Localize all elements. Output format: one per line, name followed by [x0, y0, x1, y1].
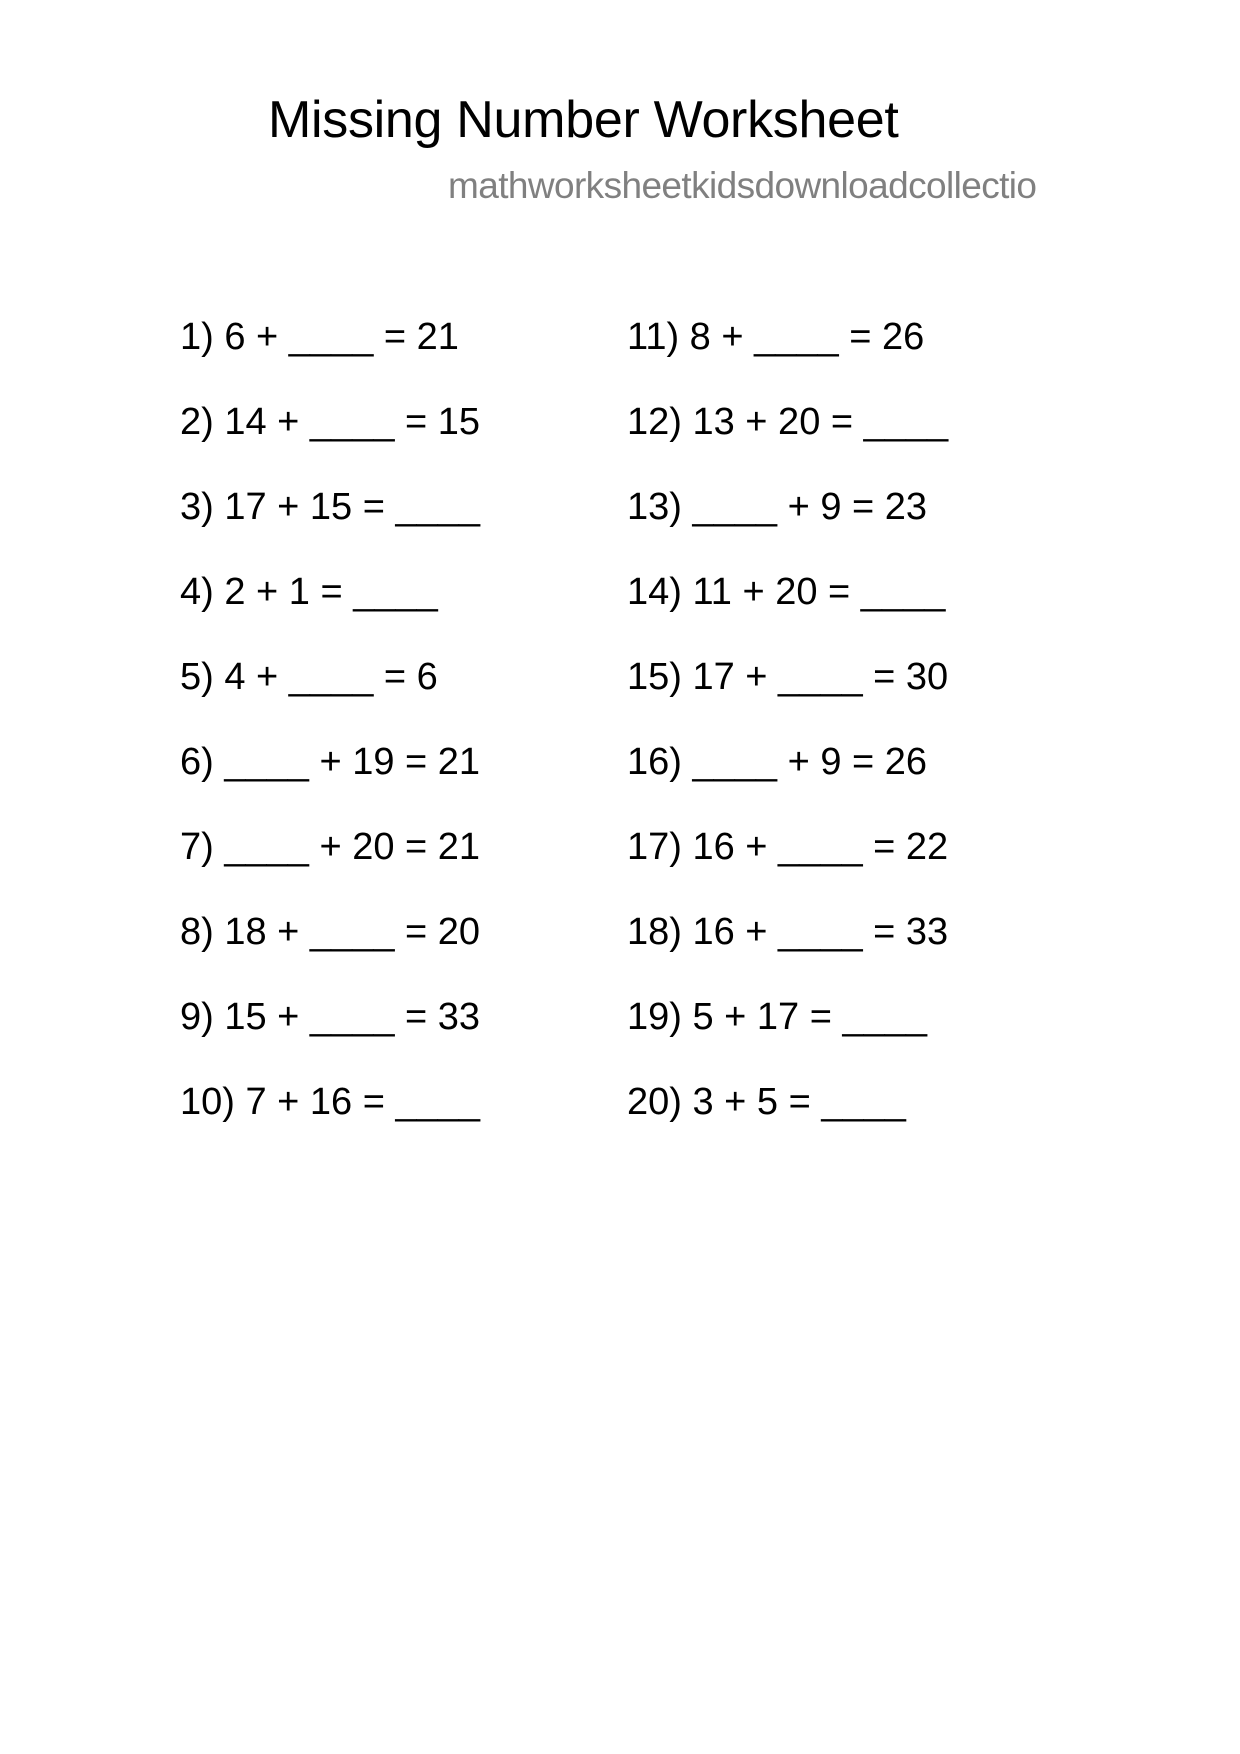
problem-14: 14) 11 + 20 = ____ — [627, 571, 946, 613]
problem-20: 20) 3 + 5 = ____ — [627, 1081, 906, 1123]
problem-3: 3) 17 + 15 = ____ — [180, 486, 481, 528]
problem-17: 17) 16 + ____ = 22 — [627, 826, 949, 868]
problem-6: 6) ____ + 19 = 21 — [180, 741, 481, 783]
problem-19: 19) 5 + 17 = ____ — [627, 996, 928, 1038]
problem-column-left — [180, 312, 480, 1162]
problem-11: 11) 8 + ____ = 26 — [627, 316, 925, 358]
watermark: mathworksheetkidsdownloadcollectio — [448, 165, 1037, 206]
page-title: Missing Number Worksheet — [268, 91, 899, 149]
problem-12: 12) 13 + 20 = ____ — [627, 401, 949, 443]
problem-1: 1) 6 + ____ = 21 — [180, 316, 459, 358]
problem-9: 9) 15 + ____ = 33 — [180, 996, 481, 1038]
problem-13: 13) ____ + 9 = 23 — [627, 486, 928, 528]
problem-18: 18) 16 + ____ = 33 — [627, 911, 949, 953]
problem-15: 15) 17 + ____ = 30 — [627, 656, 949, 698]
problem-7: 7) ____ + 20 = 21 — [180, 826, 481, 868]
problem-16: 16) ____ + 9 = 26 — [627, 741, 928, 783]
problem-10: 10) 7 + 16 = ____ — [180, 1081, 481, 1123]
problem-2: 2) 14 + ____ = 15 — [180, 401, 481, 443]
problem-5: 5) 4 + ____ = 6 — [180, 656, 438, 698]
problem-4: 4) 2 + 1 = ____ — [180, 571, 438, 613]
problem-8: 8) 18 + ____ = 20 — [180, 911, 481, 953]
problem-column-right — [627, 312, 948, 1162]
